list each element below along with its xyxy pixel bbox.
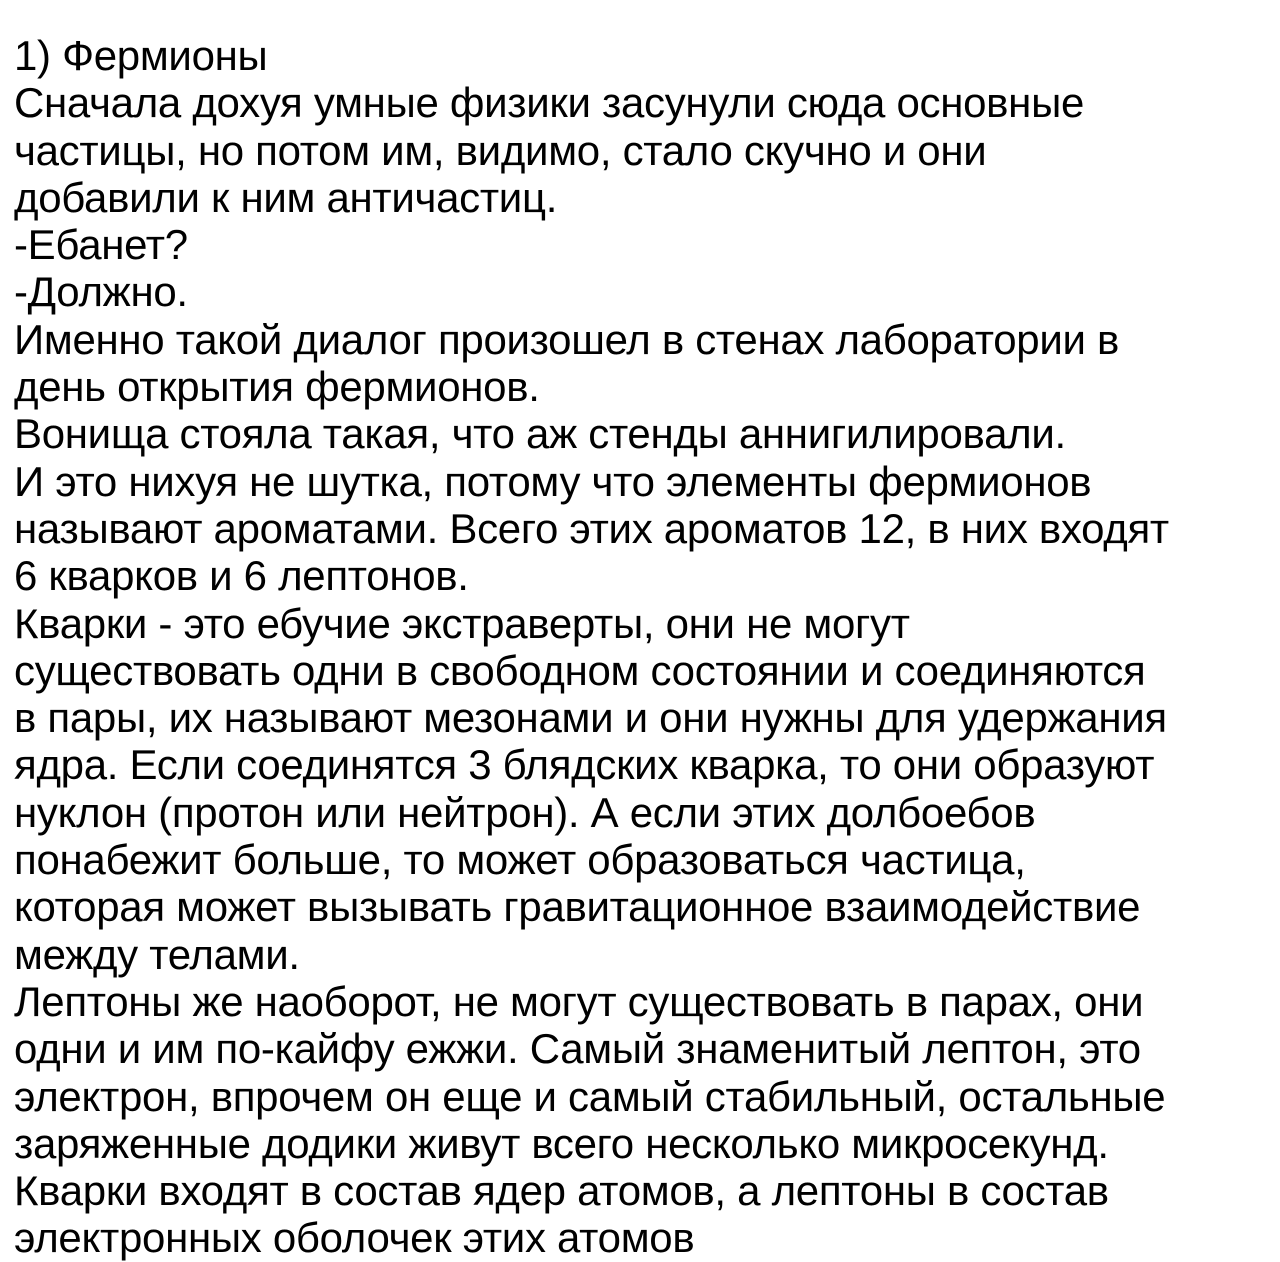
text-line: добавили к ним античастиц.: [14, 173, 558, 221]
text-line: которая может вызывать гравитационное взаимодействие: [14, 883, 1141, 931]
text-line: Вонища стояла такая, что аж стенды аннигилировали.: [14, 410, 1066, 458]
text-line: между телами.: [14, 930, 300, 978]
text-line: ядра. Если соединятся 3 блядских кварка, то они образуют: [14, 741, 1155, 789]
text-line: нуклон (протон или нейтрон). А если этих долбоебов: [14, 788, 1036, 836]
text-line: Именно такой диалог произошел в стенах лаборатории в: [14, 315, 1120, 363]
text-line: Кварки - это ебучие экстраверты, они не могут: [14, 599, 910, 647]
text-line: существовать одни в свободном состоянии и соединяются: [14, 646, 1146, 694]
text-line: день открытия фермионов.: [14, 363, 540, 411]
text-line: заряженные додики живут всего несколько микросекунд.: [14, 1119, 1109, 1167]
text-line: одни и им по-кайфу ежжи. Самый знаменитый лептон, это: [14, 1025, 1141, 1073]
document-body: [14, 32, 1276, 1262]
text-line: Кварки входят в состав ядер атомов, а лептоны в состав: [14, 1167, 1109, 1215]
text-line: Сначала дохуя умные физики засунули сюда основные: [14, 79, 1085, 127]
text-line: И это нихуя не шутка, потому что элементы фермионов: [14, 457, 1092, 505]
text-line: Лептоны же наоборот, не могут существовать в парах, они: [14, 977, 1144, 1025]
text-line: электрон, впрочем он еще и самый стабильный, остальные: [14, 1072, 1166, 1120]
text-line: частицы, но потом им, видимо, стало скучно и они: [14, 126, 987, 174]
text-line: -Должно.: [14, 268, 188, 316]
text-line: 6 кварков и 6 лептонов.: [14, 552, 469, 600]
text-line: называют ароматами. Всего этих ароматов 12, в них входят: [14, 504, 1169, 552]
text-line: понабежит больше, то может образоваться частица,: [14, 836, 1026, 884]
text-line: электронных оболочек этих атомов: [14, 1214, 695, 1262]
text-line: 1) Фермионы: [14, 32, 268, 79]
text-line: в пары, их называют мезонами и они нужны для удержания: [14, 694, 1167, 742]
text-line: -Ебанет?: [14, 221, 188, 269]
